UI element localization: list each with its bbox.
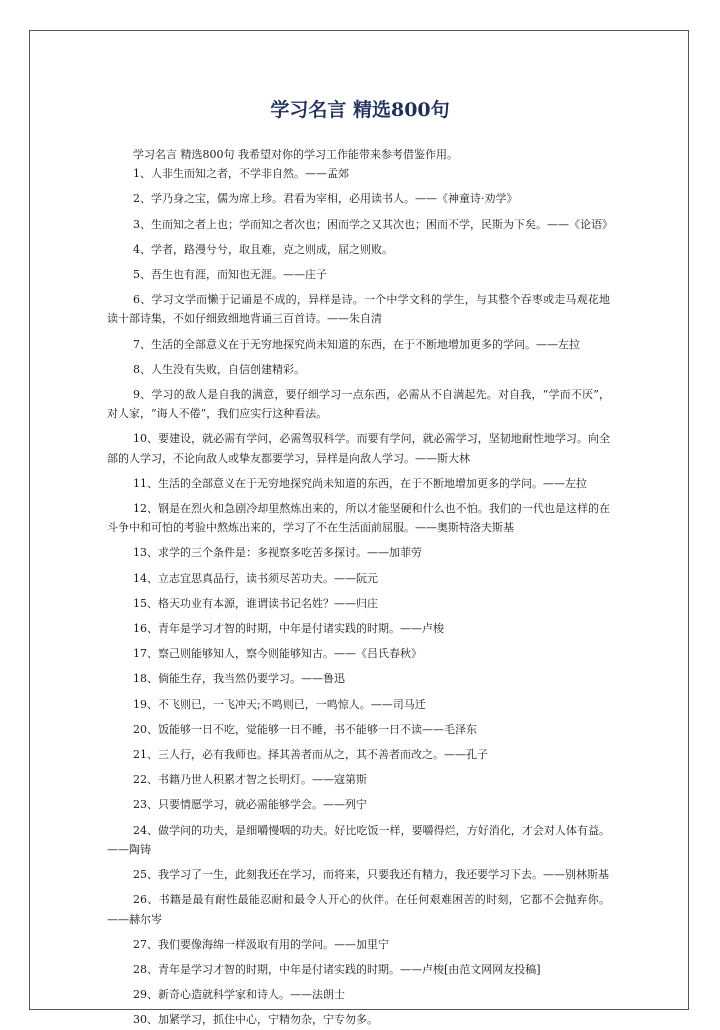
quote-item: 25、我学习了一生，此刻我还在学习，而将来，只要我还有精力，我还要学习下去。——别林斯基 <box>133 868 609 882</box>
quote-item: 5、吾生也有涯，而知也无涯。——庄子 <box>133 268 327 282</box>
quote-item: 23、只要情愿学习，就必需能够学会。——列宁 <box>133 798 367 812</box>
quote-item: 15、格天功业有本源，谁谓读书记名姓？——归庄 <box>133 596 378 610</box>
document-title: 学习名言 精选800句 <box>270 99 450 121</box>
quote-item: 3、生而知之者上也；学而知之者次也；困而学之又其次也；困而不学，民斯为下矣。——《论语》 <box>133 217 613 231</box>
quote-item: 16、青年是学习才智的时期，中年是付诸实践的时期。——卢梭 <box>133 622 444 636</box>
quote-item: 6、学习文学而懒于记诵是不成的，异样是诗。一个中学文科的学生，与其整个吞枣或走马观花地读十部诗集，不如仔细致细地背诵三百首诗。——朱自清 <box>107 293 610 326</box>
quote-item: 28、青年是学习才智的时期，中年是付诸实践的时期。——卢梭[由范文网网友投稿] <box>133 962 541 976</box>
intro-paragraph: 学习名言 精选800句 我希望对你的学习工作能带来参考借鉴作用。 <box>133 148 458 161</box>
quote-item: 1、人非生而知之者，不学非自然。——孟郊 <box>133 167 349 181</box>
quote-item: 12、钢是在烈火和急剧冷却里熬炼出来的，所以才能坚硬和什么也不怕。我们的一代也是这样的在斗争中和可怕的考验中熬炼出来的，学习了不在生活面前屈服。——奥斯特洛夫斯基 <box>107 502 610 535</box>
quote-item: 21、三人行，必有我师也。择其善者而从之，其不善者而改之。——孔子 <box>133 748 488 762</box>
quote-item: 8、人生没有失败，自信创建精彩。 <box>133 362 305 376</box>
quote-item: 22、书籍乃世人积累才智之长明灯。——寇第斯 <box>133 773 367 787</box>
document-body <box>107 145 613 1030</box>
quote-item: 10、要建设，就必需有学问，必需驾驭科学。而要有学问，就必需学习，坚韧地耐性地学习。向全部的人学习，不论向敌人或挚友都要学习，异样是向敌人学习。——斯大林 <box>107 432 610 465</box>
quote-item: 26、书籍是最有耐性最能忍耐和最令人开心的伙伴。在任何艰难困苦的时刻，它都不会抛弃你。——赫尔岑 <box>107 893 610 926</box>
quote-item: 18、倘能生存，我当然仍要学习。——鲁迅 <box>133 672 345 686</box>
quote-item: 17、察己则能够知人，察今则能够知古。——《吕氏春秋》 <box>133 647 422 661</box>
quote-item: 20、饭能够一日不吃，觉能够一日不睡，书不能够一日不读——毛泽东 <box>133 722 477 736</box>
quote-item: 27、我们要像海绵一样汲取有用的学问。——加里宁 <box>133 937 389 951</box>
quote-item: 30、加紧学习，抓住中心，宁精勿杂，宁专勿多。 <box>133 1013 378 1027</box>
quote-item: 19、不飞则已，一飞冲天;不鸣则已，一鸣惊人。——司马迁 <box>133 697 426 711</box>
quote-item: 4、学者，路漫兮兮，取且难，克之则成，屈之则败。 <box>133 242 393 256</box>
quote-item: 13、求学的三个条件是：多视察多吃苦多探讨。——加菲劳 <box>133 546 422 560</box>
quote-item: 9、学习的敌人是自我的满意，要仔细学习一点东西，必需从不自满起先。对自我，“学而不厌”，对人家，“诲人不倦”，我们应实行这种看法。 <box>107 388 610 421</box>
quote-item: 14、立志宜思真品行，读书须尽苦功夫。——阮元 <box>133 571 378 585</box>
quote-item: 24、做学问的功夫，是细嚼慢咽的功夫。好比吃饭一样，要嚼得烂，方好消化，才会对人体有益。——陶铸 <box>107 823 610 856</box>
quote-item: 7、生活的全部意义在于无穷地探究尚未知道的东西，在于不断地增加更多的学问。——左拉 <box>133 337 580 351</box>
quote-item: 29、新奇心造就科学家和诗人。——法朗士 <box>133 988 345 1002</box>
quote-item: 2、学乃身之宝，儒为席上珍。君看为宰相，必用读书人。——《神童诗·劝学》 <box>133 192 518 206</box>
quote-item: 11、生活的全部意义在于无穷地探究尚未知道的东西，在于不断地增加更多的学问。——左拉 <box>133 476 587 490</box>
